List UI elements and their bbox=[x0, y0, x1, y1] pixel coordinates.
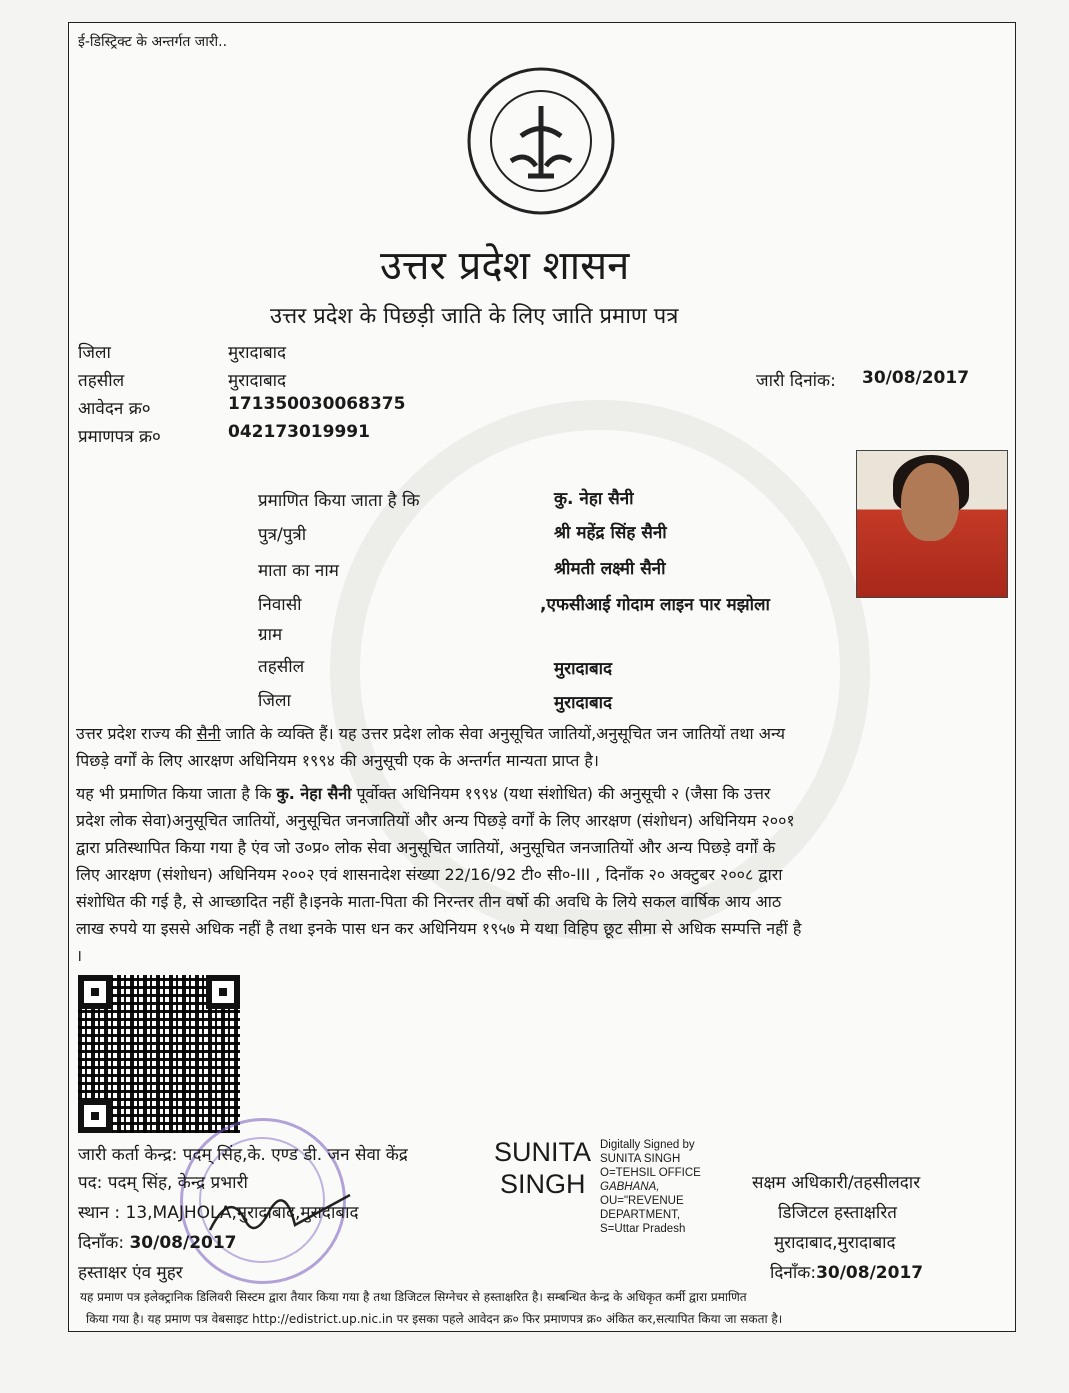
top-note: ई-डिस्ट्रिक्ट के अन्तर्गत जारी.. bbox=[78, 34, 228, 50]
address-value: ,एफसीआई गोदाम लाइन पार मझोला bbox=[540, 595, 770, 615]
detail-tehsil-value: मुरादाबाद bbox=[554, 659, 613, 679]
applicant-name: कु. नेहा सैनी bbox=[554, 489, 634, 509]
caste-paragraph: उत्तर प्रदेश राज्य की सैनी जाति के व्यक्ति हैं। यह उत्तर प्रदेश लोक सेवा अनुसूचित जातियों,अनुसूचित जन जातियों तथा अन्य पिछड़े वर्गों के लिए आरक्षण अधिनियम १९९४ की अनुसूची एक के अन्तर्गत मान्यता प्राप्त है। bbox=[76, 724, 786, 770]
page-title: उत्तर प्रदेश शासन bbox=[380, 243, 630, 289]
detail-district-value: मुरादाबाद bbox=[554, 693, 613, 713]
application-label: आवेदन क्र० bbox=[78, 399, 151, 419]
certificate-number: 042173019991 bbox=[228, 422, 370, 442]
mother-name: श्रीमती लक्ष्मी सैनी bbox=[554, 559, 666, 579]
applicant-photo bbox=[856, 450, 1008, 598]
authority-title: सक्षम अधिकारी/तहसीलदार bbox=[752, 1173, 921, 1193]
application-number: 171350030068375 bbox=[228, 394, 406, 414]
applicant-name-inline: कु. नेहा सैनी bbox=[276, 784, 352, 803]
issue-date-label: जारी दिनांक: bbox=[756, 371, 836, 391]
certificate-label: प्रमाणपत्र क्र० bbox=[78, 427, 161, 447]
issue-date-value: 30/08/2017 bbox=[862, 368, 970, 388]
detail-label: माता का नाम bbox=[258, 561, 339, 581]
authority-signed: डिजिटल हस्ताक्षरित bbox=[778, 1203, 897, 1223]
district-label: जिला bbox=[78, 343, 111, 363]
digital-signer-name: SUNITA SINGH bbox=[494, 1137, 592, 1199]
page-subtitle: उत्तर प्रदेश के पिछड़ी जाति के लिए जाति प्रमाण पत्र bbox=[270, 304, 679, 329]
tehsil-value: मुरादाबाद bbox=[228, 371, 287, 391]
detail-label: जिला bbox=[258, 691, 291, 711]
certification-paragraph: यह भी प्रमाणित किया जाता है कि कु. नेहा सैनी पूर्वोक्त अधिनियम १९९४ (यथा संशोधित) की अनुसूची २ (जैसा कि उत्तर प्रदेश लोक सेवा)अनुसूचित जातियों, अनुसूचित जनजातियों और अन्य पिछड़े वर्गों के लिए आरक्षण (संशोधन) अधिनियम २००१ द्वारा प्रतिस्थापित किया गया है एंव जो उ०प्र० लोक सेवा अनुसूचित जातियों, अनुसूचित जनजातियों और अन्य पिछड़े वर्गों के लिए आरक्षण (संशोधन) अधिनियम २००२ एवं शासनादेश संख्या 22/16/92 टी० सी०-III , दिनाँक २० अक्टुबर २००८ द्वारा संशोधित की गई है, से आच्छादित नहीं है।इनके माता-पिता की निरन्तर तीन वर्षो की अवधि के लिये सकल वार्षिक आय आठ लाख रुपये या इससे अधिक नहीं है तथा इनके पास धन कर अधिनियम १९५७ मे यथा विहिप छूट सीमा से अधिक सम्पत्ति नहीं है । bbox=[76, 784, 802, 965]
issuing-centre: जारी कर्ता केन्द्र: पदम् सिंह,के. एण्ड डी. जन सेवा केंद्र bbox=[78, 1145, 408, 1165]
detail-label: निवासी bbox=[258, 595, 302, 615]
issuer-place: स्थान : 13,MAJHOLA,मुरादाबाद,मुरादाबाद bbox=[78, 1203, 359, 1223]
signature-seal-label: हस्ताक्षर एंव मुहर bbox=[78, 1263, 183, 1283]
father-name: श्री महेंद्र सिंह सैनी bbox=[554, 523, 667, 543]
detail-label: तहसील bbox=[258, 657, 305, 677]
digital-signature-details: Digitally Signed by SUNITA SINGH O=TEHSIL OFFICE GABHANA, OU="REVENUE DEPARTMENT, S=Uttar Pradesh bbox=[600, 1139, 701, 1235]
authority-place: मुरादाबाद,मुरादाबाद bbox=[774, 1233, 896, 1253]
issuer-post: पद: पदम् सिंह, केन्द्र प्रभारी bbox=[78, 1173, 248, 1193]
district-value: मुरादाबाद bbox=[228, 343, 287, 363]
footer-note-line1: यह प्रमाण पत्र इलेक्ट्रानिक डिलिवरी सिस्टम द्वारा तैयार किया गया है तथा डिजिटल सिग्नेचर से हस्ताक्षरित है। सम्बन्धित केन्द्र के अधिकृत कर्मी द्वारा प्रमाणित bbox=[80, 1290, 747, 1304]
detail-label: पुत्र/पुत्री bbox=[258, 525, 307, 545]
tehsil-label: तहसील bbox=[78, 371, 125, 391]
footer-note-line2: किया गया है। यह प्रमाण पत्र वेबसाइट http://edistrict.up.nic.in पर इसका पहले आवेदन क्र० फिर प्रमाणपत्र क्र० अंकित कर,सत्यापित किया जा सकता है। bbox=[86, 1312, 783, 1326]
detail-label: ग्राम bbox=[258, 625, 283, 645]
detail-label: प्रमाणित किया जाता है कि bbox=[258, 491, 420, 511]
caste-name: सैनी bbox=[196, 724, 221, 743]
issuer-date: दिनाँक: 30/08/2017 bbox=[78, 1233, 237, 1253]
up-emblem-logo bbox=[466, 66, 616, 216]
verification-qr-code bbox=[78, 975, 240, 1133]
authority-date: दिनाँक:30/08/2017 bbox=[770, 1263, 924, 1283]
